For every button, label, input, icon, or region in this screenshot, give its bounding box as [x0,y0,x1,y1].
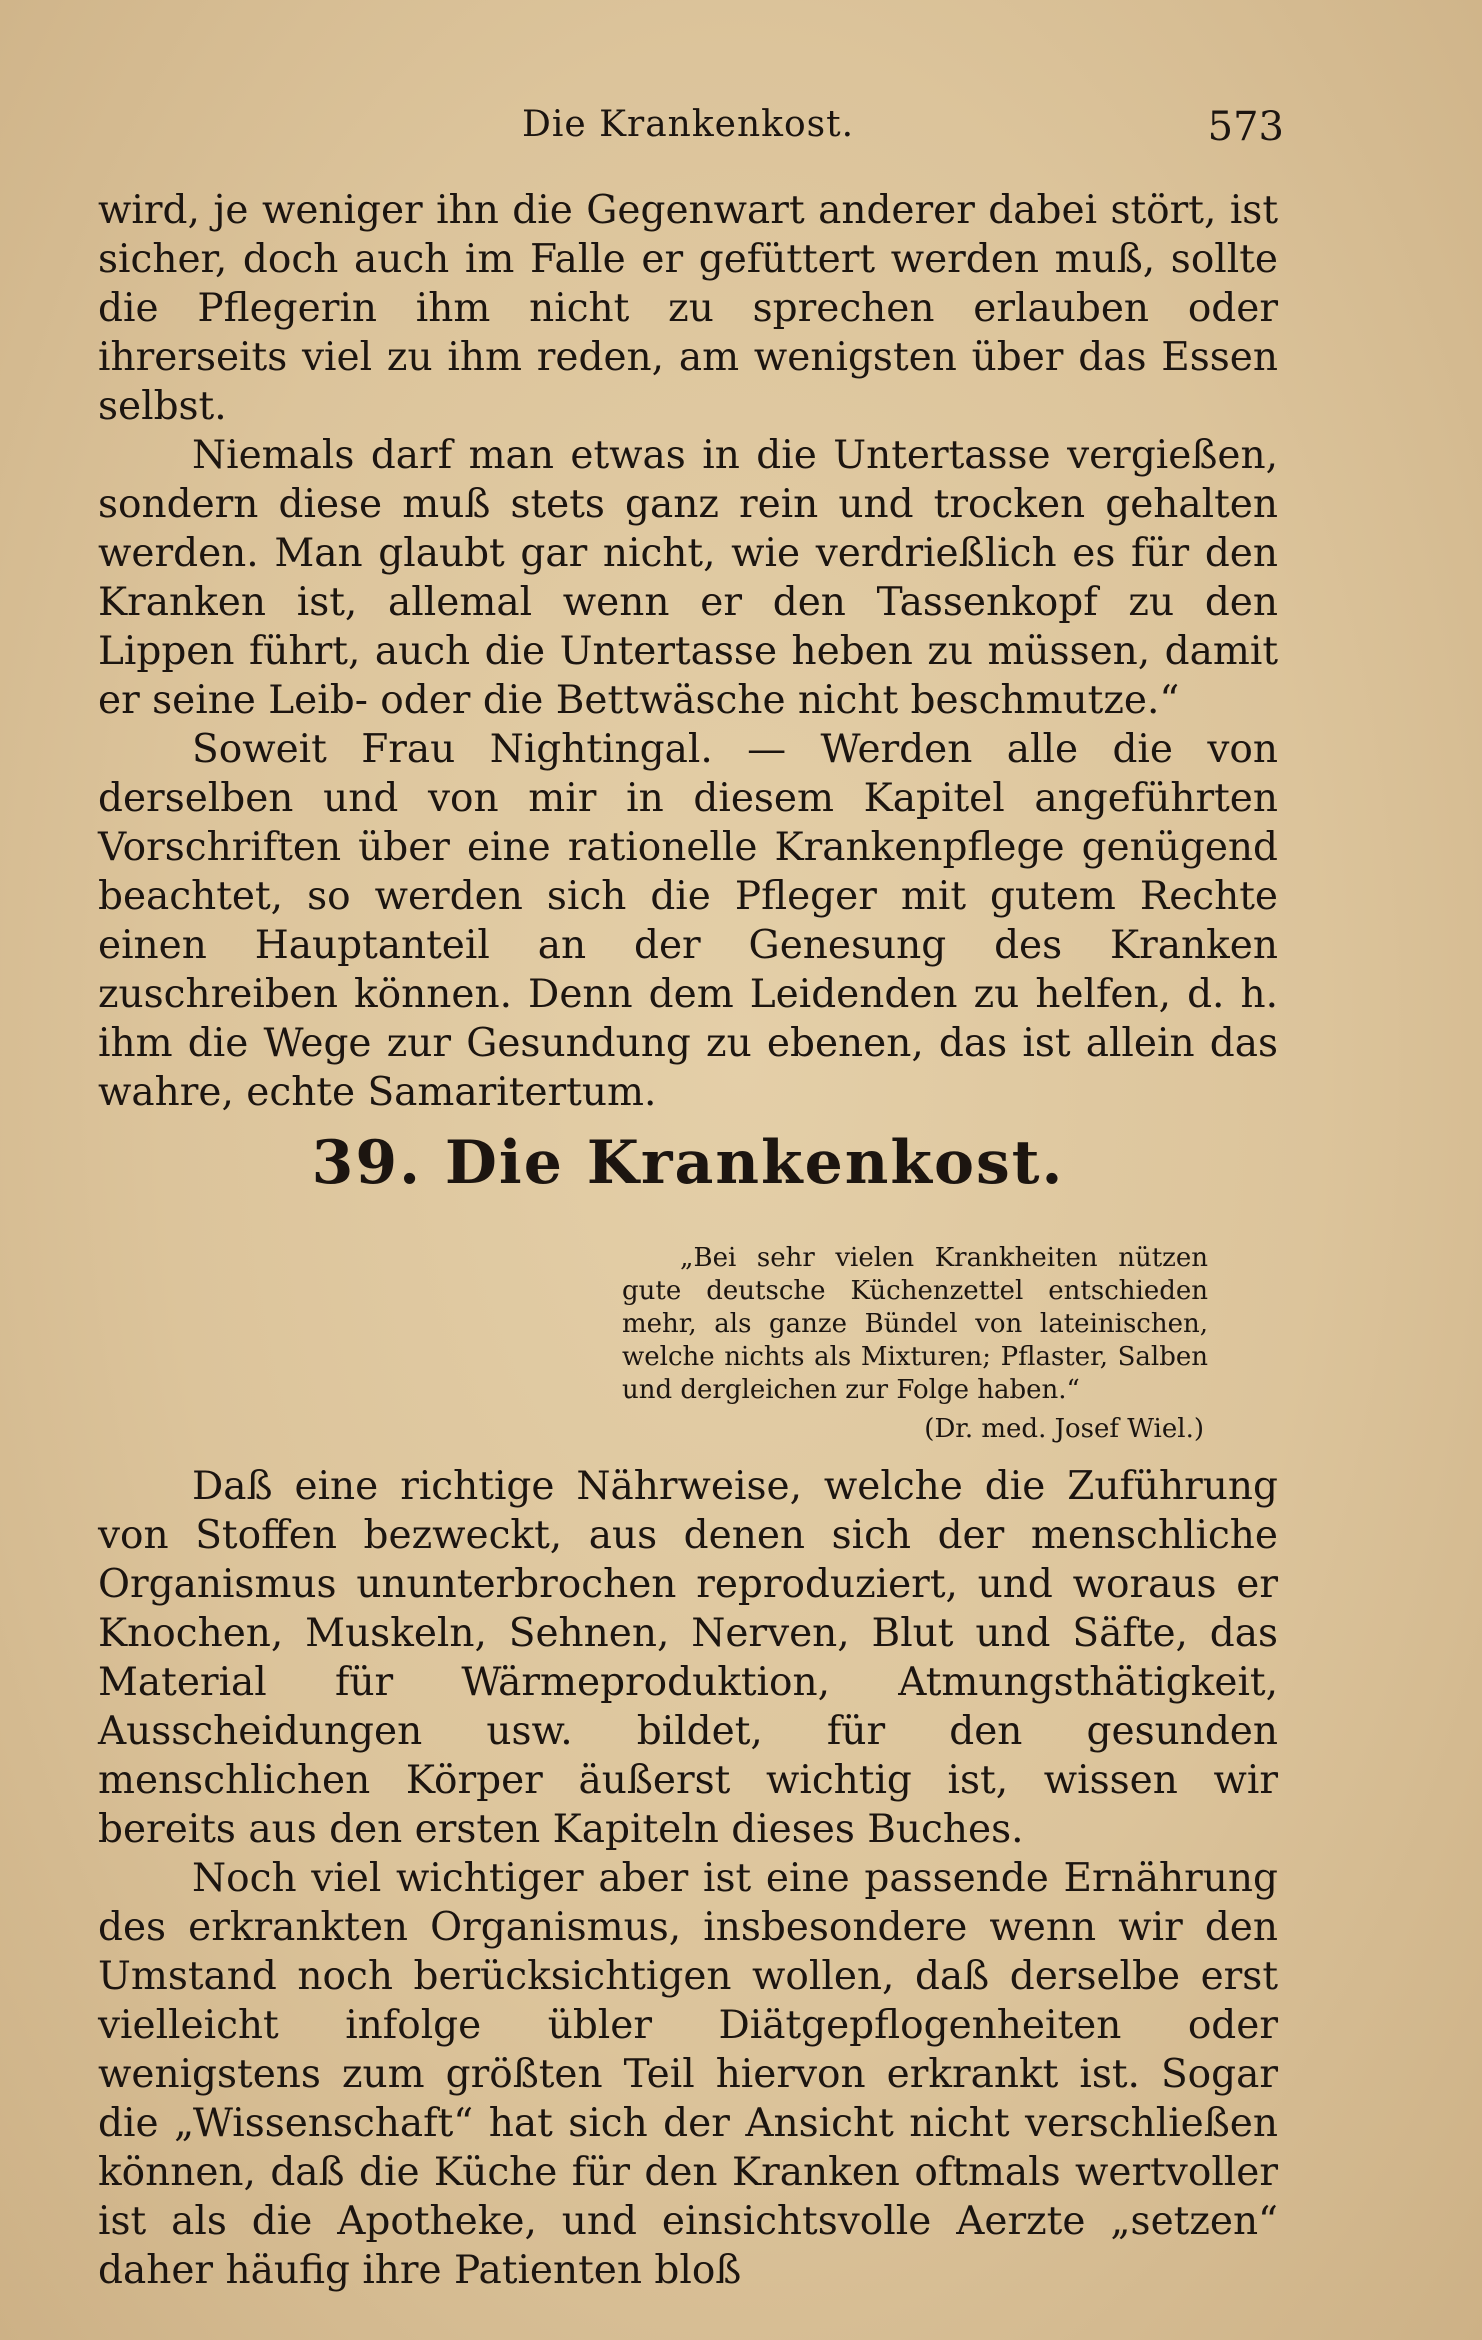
epigraph [622,1242,1208,1446]
page-number: 573 [1207,104,1284,150]
paragraph-continued: wird, je weniger ihn die Gegenwart anderer dabei stört, ist sicher, doch auch im Falle er gefüttert werden muß, sollte die Pflegerin ihm nicht zu sprechen erlauben oder ihrerseits viel zu ihm reden, am wenigsten über das Essen selbst. [98,188,1278,429]
chapter-heading: 39. Die Krankenkost. [311,1128,1065,1198]
chapter-text-block [98,1462,1278,2295]
running-title: Die Krankenkost. [521,104,855,145]
paragraph: Daß eine richtige Nährweise, welche die Zuführung von Stoffen bezweckt, aus denen sich der menschliche Organismus ununterbrochen reproduziert, und woraus er Knochen, Muskeln, Sehnen, Nerven, Blut und Säfte, das Material für Wärmeproduktion, Atmungsthätigkeit, Ausscheidungen usw. bildet, für den gesunden menschlichen Körper äußerst wichtig ist, wissen wir bereits aus den ersten Kapiteln dieses Buches. [98,1464,1278,1852]
paragraph: Niemals darf man etwas in die Untertasse vergießen, sondern diese muß stets ganz rein und trocken gehalten werden. Man glaubt gar nicht, wie verdrießlich es für den Kranken ist, allemal wenn er den Tassenkopf zu den Lippen führt, auch die Untertasse heben zu müssen, damit er seine Leib- oder die Bettwäsche nicht beschmutze.“ [98,433,1278,723]
top-text-block [98,186,1278,1117]
epigraph-source: (Dr. med. Josef Wiel.) [924,1414,1204,1444]
paragraph: Noch viel wichtiger aber ist eine passende Ernährung des erkrankten Organismus, insbesondere wenn wir den Umstand noch berücksichtigen wollen, daß derselbe erst vielleicht infolge übler Diätgepflogenheiten oder wenigstens zum größten Teil hiervon erkrankt ist. Sogar die „Wissenschaft“ hat sich der Ansicht nicht verschließen können, daß die Küche für den Kranken oftmals wertvoller ist als die Apotheke, und einsichtsvolle Aerzte „setzen“ daher häufig ihre Patienten bloß [98,1856,1278,2293]
epigraph-quote: „Bei sehr vielen Krankheiten nützen gute deutsche Küchenzettel entschieden mehr, als ganze Bündel von lateinischen, welche nichts als Mixturen; Pflaster, Salben und dergleichen zur Folge haben.“ [622,1243,1208,1405]
paragraph: Soweit Frau Nightingal. — Werden alle die von derselben und von mir in diesem Kapitel angeführten Vorschriften über eine rationelle Krankenpflege genügend beachtet, so werden sich die Pfleger mit gutem Rechte einen Hauptanteil an der Genesung des Kranken zuschreiben können. Denn dem Leidenden zu helfen, d. h. ihm die Wege zur Gesundung zu ebenen, das ist allein das wahre, echte Samaritertum. [98,727,1278,1115]
page-header [98,98,1284,150]
